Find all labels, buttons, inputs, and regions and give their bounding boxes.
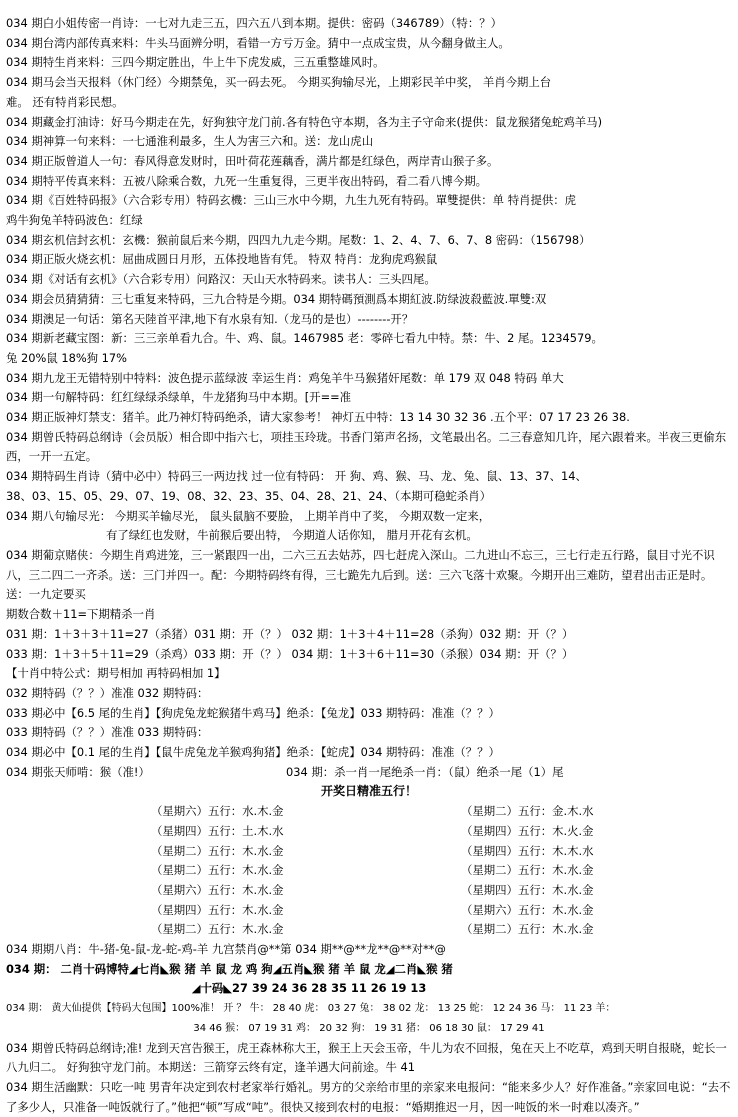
wuxing-right: （星期四）五行：木.水.金 [461,882,594,897]
text-line: 难。 还有特肖彩民想。 [6,94,124,109]
wuxing-row [6,920,732,940]
text-line: 034 期白小姐传密一肖诗：一七对九走三五，四六五八到本期。提供：密码（346789）（特：？） [6,16,502,30]
wuxing-right: （星期四）五行：木.木.水 [461,843,594,858]
text-line: 034 期马会当天报料（休门经）今期禁兔，买一码去死。 今期买狗输尽光，上期彩民羊中奖， 羊肖今期上台 [6,75,552,90]
wuxing-right: （星期二）五行：木.水.金 [461,863,594,878]
text-line: 34 46 猴： 07 19 31 鸡： 20 32 狗： 19 31 猪： 06 18 30 鼠： 17 29 41 [193,1022,545,1034]
wuxing-row [6,802,732,822]
wuxing-left: （星期四）五行：土.木.水 [151,823,284,838]
text-line: 033 期：1＋3＋5＋11=29（杀鸡）033 期：开（？） 034 期：1＋3＋6＋11=30（杀猴）034 期：开（？） [6,646,574,661]
text-line: 鸡牛狗兔羊特码波色：红绿 [6,213,143,228]
zhang-line [6,763,732,783]
paragraph-zeng: 034 期曾氏特码总纲诗（会员版）相合即中指六七，项挂玉玲珑。书香门第声名扬，文笔最出名。二三春意知几许，尾六跟着来。半夜三更偷东西，一开一五定。 [6,429,727,464]
wuxing-right: （星期二）五行：金.木.水 [461,804,594,819]
wuxing-right: （星期四）五行：木.火.金 [461,823,594,838]
wuxing-row [6,881,732,901]
text-line: 034 期正版曾道人一句：春风得意发财时，田叶荷花莲藕香，满片都是红绿色，两岸青山猴子多。 [6,153,499,168]
text-line: 034 期九龙王无错特别中特料：波色提示蓝绿波 幸运生肖：鸡兔羊牛马猴猪奸尾数：单 179 双 048 特码 单大 [6,370,564,385]
document-page [6,14,732,1117]
text-line: 034 期期八肖：牛-猪-兔-鼠-龙-蛇-鸡-羊 九宫禁肖@**第 034 期**@**龙**@**对**@ [6,942,446,957]
wuxing-left: （星期六）五行：水.木.金 [151,804,284,819]
text-line: 033 期特码（？？）准准 033 期特码： [6,725,209,740]
wuxing-left: （星期四）五行：木.水.金 [151,902,284,917]
text-line: 034 期新老藏宝图：新：三三亲单看九合。牛、鸡、鼠。1467985 老：零碎七看九中特。禁：牛、2 尾。1234579。 [6,331,603,346]
text-line: 034 期玄机信封玄机：玄機：猴前鼠后来今期，四四九九走今期。尾数：1、2、4、7、6、7、8 密码：（156798） [6,232,591,247]
text-line: ◢十码◣27 39 24 36 28 35 11 26 19 13 [191,981,427,996]
text-line: 032 期特码（？？）准准 032 期特码： [6,685,209,700]
text-line: 034 期神算一句来料：一七通淮利最多，生人为害三六和。送：龙山虎山 [6,134,374,149]
text-line: 兔 20%鼠 18%狗 17% [6,350,127,365]
text-line: 034 期特码生肖诗（猜中必中）特码三一两边找 过一位有特码： 开 狗、鸡、猴、马、龙、兔、鼠、13、37、14、 [6,469,587,484]
text-line: 034 期澳足一句话：第名天陸首平津,地下有水泉有知.（龙马的是也）--------开？ [6,311,414,326]
wuxing-left: （星期二）五行：木.水.金 [151,922,284,937]
wuxing-row [6,822,732,842]
text-line: 033 期必中【6.5 尾的生肖】【狗虎兔龙蛇猴猪牛鸡马】绝杀：【兔龙】033 期特码：准准（？？） [6,705,500,720]
wuxing-right: （星期六）五行：木.水.金 [461,902,594,917]
text-line: 有了绿红也发财，牛前猴后要出特， 今期道人话你知， 腊月开花有玄机。 [106,528,478,543]
text-line: 034 期特平传真来料：五被八除乘合数，九死一生重复得，三更半夜出特码，看二看八博今期。 [6,173,487,188]
wuxing-left: （星期六）五行：木.水.金 [151,882,284,897]
text-line: 【十肖中特公式：期号相加 再特码相加 1】 [6,666,226,681]
wuxing-left: （星期二）五行：木.水.金 [151,863,284,878]
text-line: 034 期： 黄大仙提供【特码大包围】100%准！ 开 ？ 牛： 28 40 虎： 03 27 兔： 38 02 龙： 13 25 蛇： 12 24 36 马： 11 23 羊： [6,1003,616,1015]
wuxing-row [6,901,732,921]
wuxing-title: 开奖日精准五行！ [320,784,417,799]
text-line: 034 期一句解特码：红红绿绿杀绿单，牛龙猪狗马中本期。[开==准 [6,390,352,405]
zhang-left: 034 期张天师啃：猴（准!） [6,764,150,779]
text-line: 034 期特生肖来料：三四今期定胜出，牛上牛下虎发威，三五重整雄风时。 [6,55,385,70]
text-line: 031 期：1＋3＋3＋11=27（杀猪）031 期：开（？） 032 期：1＋3＋4＋11=28（杀狗）032 期：开（？） [6,626,574,641]
wuxing-row [6,861,732,881]
text-line: 034 期《百姓特码报》（六合彩专用）特码玄機：三山三水中今期，九生九死有特码。單雙提供：单 特肖提供：虎 [6,193,577,208]
zhang-right: 034 期：杀一肖一尾绝杀一肖：（鼠）绝杀一尾（1）尾 [286,764,564,779]
wuxing-left: （星期二）五行：木.水.金 [151,843,284,858]
paragraph-puzzle: 034 期葡京赌侠：今期生肖鸡进笼，三一紧跟四一出，二六三五去姑苏，四七赶虎入深山。二九进山不忘三，三七行走五行路，鼠目寸光不识八，三二四二一齐杀。送：三门并四一。配：今期特码终有得，三七跪先九后到。送：三六飞落十欢聚。今期开出三难防，望君出击正是时。送：一九定要买 [6,547,715,602]
paragraph-joke: 034 期生活幽默：只吃一吨 男青年决定到农村老家举行婚礼。男方的父亲给市里的亲家来电报问：“能来多少人？好作准备。”亲家回电说：“去不了多少人，只准备一吨饭就行了。”他把“顿”写成“吨”。很快又接到农村的电报：“婚期推迟一月，因一吨饭的米一时难以凑齐。” [6,1079,731,1114]
wuxing-right: （星期二）五行：木.水.金 [461,922,594,937]
text-line: 034 期《对话有玄机》（六合彩专用）问路汉：天山天水特码来。读书人：三头四尾。 [6,272,436,287]
text-line: 034 期藏金打油诗：好马今期走在先，好狗独守龙门前.各有特色守本期，各为主子守命来(提供：鼠龙猴猪兔蛇鸡羊马) [6,114,603,129]
wuxing-row [6,842,732,862]
text-line: 034 期必中【0.1 尾的生肖】【鼠牛虎兔龙羊猴鸡狗猪】绝杀：【蛇虎】034 期特码：准准（？？） [6,745,500,760]
text-line: 034 期： 二肖十码博特◢七肖◣猴 猪 羊 鼠 龙 鸡 狗◢五肖◣猴 猪 羊 鼠 龙◢二肖◣猴 猪 [6,961,453,976]
paragraph-zeng2: 034 期曾氏特码总纲诗;准! 龙到天宫告猴王，虎王森林称大王，猴王上天会玉帝，牛儿为农不回报，兔在天上不吃草，鸡到天明自报晓，蛇长一八九归二。 好狗独守龙门前。本期送：三箭穿云终有定，逢羊遇大问前途。牛 41 [6,1040,727,1075]
text-line: 034 期会员猜猜猜：三七重复来特码，三九合特是今期。034 期特碼預測爲本期紅波.防绿波殺藍波.單雙:双 [6,291,547,306]
text-line: 38、03、15、05、29、07、19、08、32、23、35、04、28、21、24、（本期可稳蛇杀肖） [6,488,492,503]
wuxing-table [6,802,732,940]
text-line: 034 期八句输尽光： 今期买羊输尽光， 鼠头鼠脑不要脸， 上期羊肖中了奖， 今期双数一定来， [6,508,491,523]
text-line: 034 期正版火烧玄机：屈曲成圆日月形，五体投地皆有凭。 特双 特肖：龙狗虎鸡猴鼠 [6,252,438,267]
text-line: 034 期台湾内部传真来料：牛头马面辨分明，看错一方亏万金。猜中一点成宝贵，从今翻身做主人。 [6,35,510,50]
text-line: 034 期正版神灯禁支：猪羊。此乃神灯特码绝杀，请大家参考！ 神灯五中特：13 14 30 32 36 .五个平：07 17 23 26 38. [6,410,630,425]
text-line: 期数合数＋11=下期精杀一肖 [6,607,156,622]
